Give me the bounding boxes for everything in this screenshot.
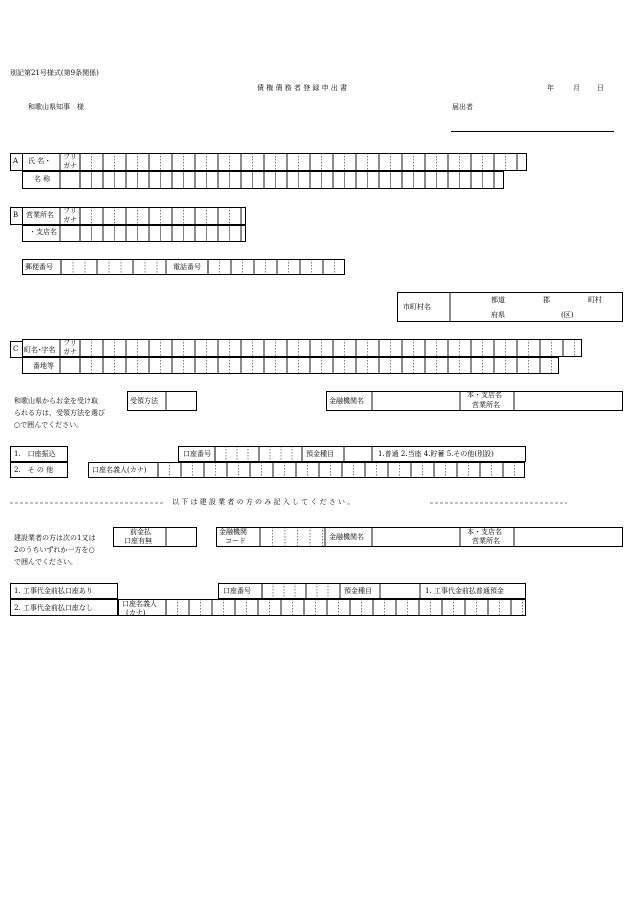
option-transfer-label: 1. 口座振込 bbox=[14, 450, 56, 458]
construction-branch-label: 本・支店名 bbox=[467, 528, 502, 536]
construction-deposit-value: 1. 工事代金前払普通預金 bbox=[425, 587, 504, 595]
receipt-instruction-line3: ○で囲んでください。 bbox=[14, 421, 84, 429]
month-label: 月 bbox=[573, 84, 580, 92]
bank-code-label-2: コード bbox=[225, 537, 246, 545]
construction-account-number-label: 口座番号 bbox=[223, 587, 251, 595]
branch-label-2: ・支店名 bbox=[29, 228, 57, 236]
phone-number-label: 電話番号 bbox=[173, 263, 201, 271]
construction-instruction-line2: 2のうちいずれか一方を○ bbox=[14, 546, 95, 554]
deposit-type-label: 預金種目 bbox=[306, 450, 334, 458]
receipt-instruction-line1: 和歌山県からお金を受け取 bbox=[14, 397, 98, 405]
prefecture-label: 都道 bbox=[491, 296, 505, 304]
town-label: 町村 bbox=[588, 296, 602, 304]
separator-text: 以 下 は 建 設 業 者 の 方 の み 記 入 し て く だ さ い 。 bbox=[172, 498, 355, 506]
furigana-label-2: ガナ bbox=[63, 162, 77, 170]
address-furigana-label-2: ガナ bbox=[63, 348, 77, 356]
branch-furigana-label-2: ガナ bbox=[63, 216, 77, 224]
year-label: 年 bbox=[547, 84, 554, 92]
deposit-options: 1.普通 2.当座 4.貯蓄 5.その他(別設) bbox=[378, 450, 494, 458]
addressee: 和歌山県知事 様 bbox=[28, 103, 84, 111]
branch-label: 営業所名 bbox=[26, 211, 54, 219]
city-label: 市町村名 bbox=[403, 303, 431, 311]
section-b-letter: B bbox=[13, 211, 19, 219]
bank-name-label: 金融機関名 bbox=[329, 397, 364, 405]
construction-bank-name-label: 金融機関名 bbox=[329, 533, 364, 541]
account-number-label: 口座番号 bbox=[183, 450, 211, 458]
prepayment-label: 前金払 bbox=[130, 528, 151, 536]
form-number: 別記第21号様式(第9条関係) bbox=[10, 69, 99, 77]
day-label: 日 bbox=[597, 84, 604, 92]
furigana-label: フリ bbox=[63, 153, 77, 161]
account-holder-label: 口座名義人(カナ) bbox=[92, 466, 147, 474]
county-label: 郡 bbox=[543, 296, 550, 304]
section-a-letter: A bbox=[13, 157, 19, 165]
address-furigana-label: フリ bbox=[63, 339, 77, 347]
prepayment-label-2: 口座有無 bbox=[124, 537, 152, 545]
name-label: 氏 名・ bbox=[28, 157, 52, 165]
receipt-instruction-line2: られる方は，受領方法を選び bbox=[14, 409, 105, 417]
postal-code-label: 郵便番号 bbox=[25, 263, 53, 271]
option-other-label: 2. そ の 他 bbox=[14, 466, 54, 474]
option-has-account-label: 1. 工事代金前払口座あり bbox=[14, 587, 93, 595]
branch-furigana-label: フリ bbox=[63, 207, 77, 215]
branch-name-label: 本・支店名 bbox=[467, 391, 502, 399]
construction-instruction-line1: 建設業者の方は次の1又は bbox=[14, 534, 96, 542]
construction-office-label: 営業所名 bbox=[472, 537, 500, 545]
bank-code-label: 金融機関 bbox=[219, 528, 247, 536]
name-label-2: 名 称 bbox=[34, 175, 51, 183]
form-title: 債 権 債 務 者 登 録 申 出 書 bbox=[257, 84, 348, 92]
applicant-label: 届出者 bbox=[452, 103, 473, 111]
construction-holder-label-2: (カナ) bbox=[126, 609, 146, 617]
address-label-2: 番地等 bbox=[33, 362, 54, 370]
construction-deposit-type-label: 預金種目 bbox=[344, 587, 372, 595]
prefecture-label-2: 府県 bbox=[491, 311, 505, 319]
section-c-letter: C bbox=[13, 345, 19, 353]
address-label: 町名･字名 bbox=[24, 346, 56, 354]
option-no-account-label: 2. 工事代金前払口座なし bbox=[14, 604, 93, 612]
ward-label: (区) bbox=[561, 311, 574, 319]
office-name-label: 営業所名 bbox=[472, 401, 500, 409]
receipt-method-label: 受領方法 bbox=[130, 397, 158, 405]
construction-instruction-line3: で囲んでください。 bbox=[14, 558, 77, 566]
construction-holder-label: 口座名義人 bbox=[122, 600, 157, 608]
